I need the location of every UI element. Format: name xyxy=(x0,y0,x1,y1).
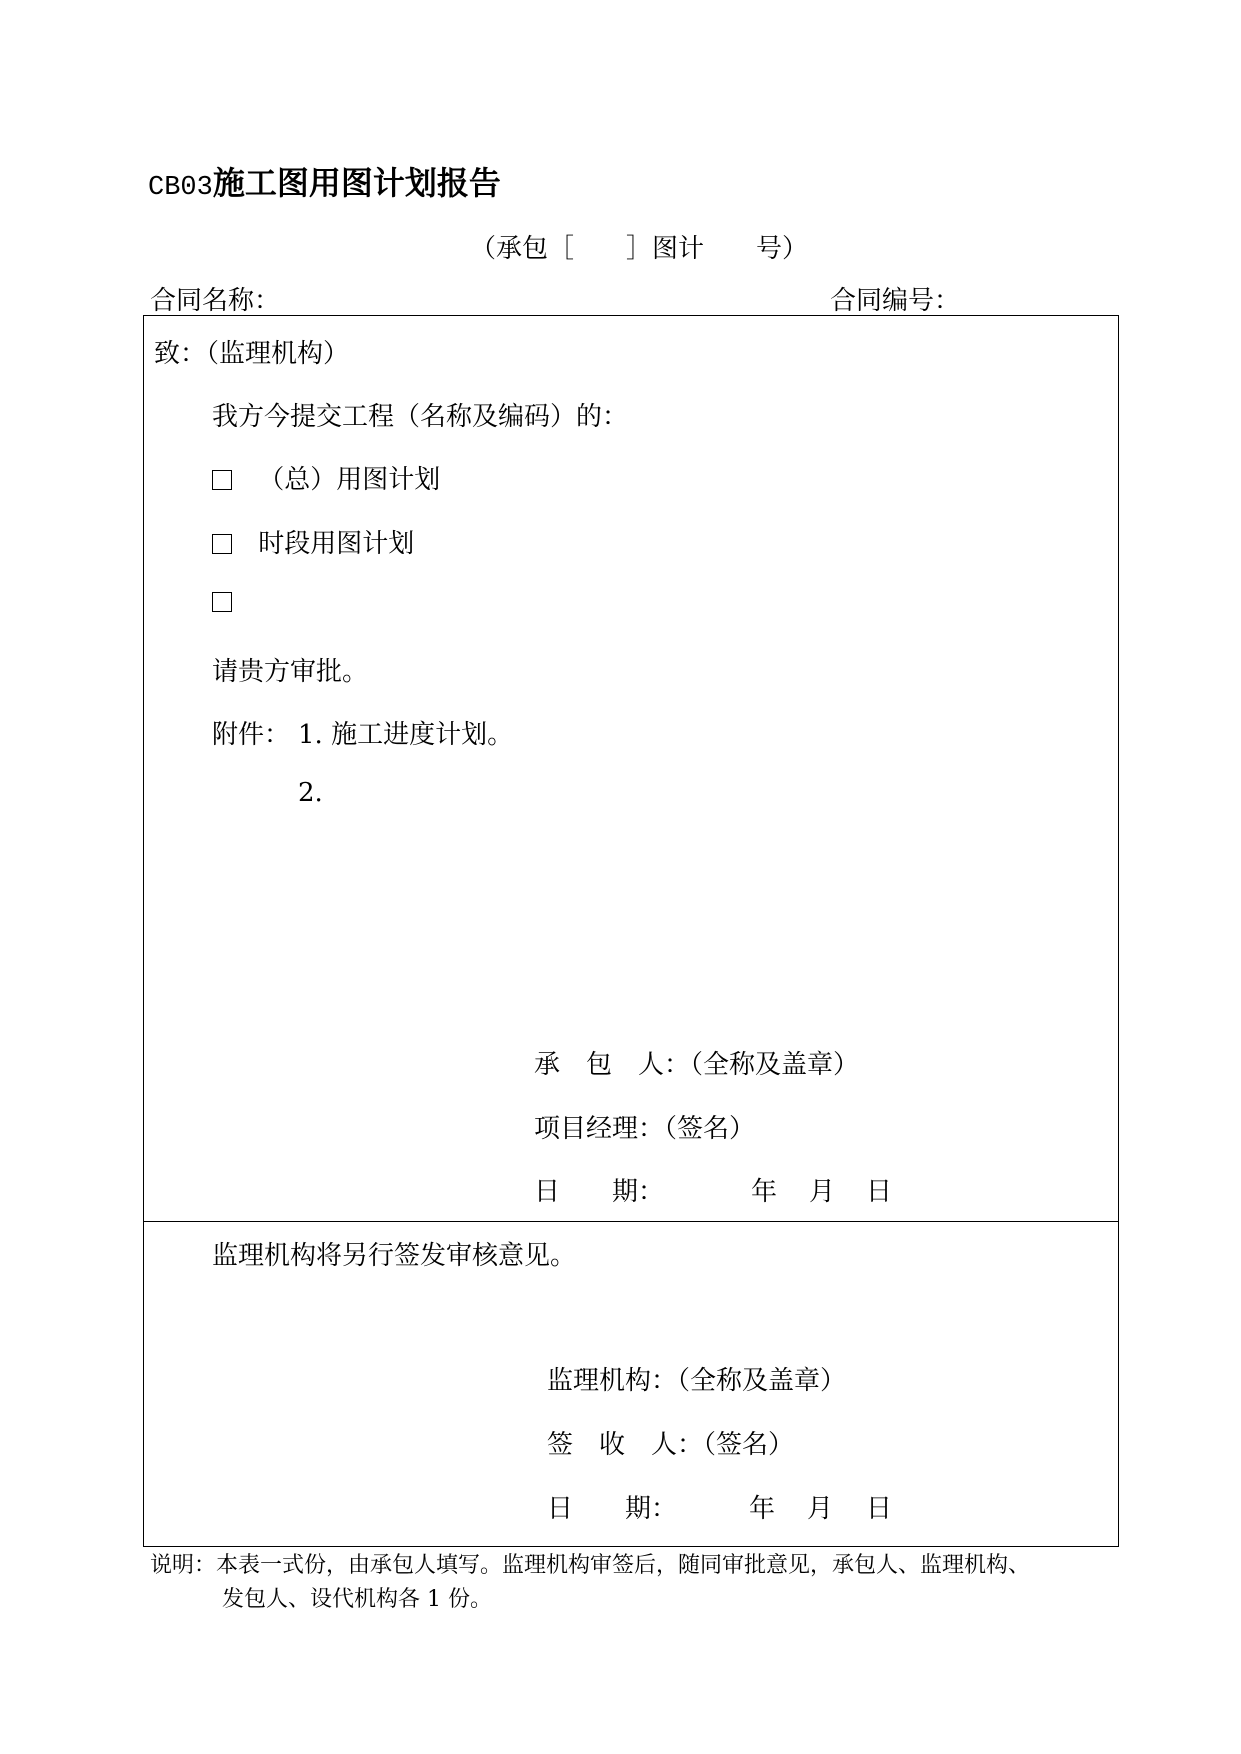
option-label: 时段用图计划 xyxy=(258,529,415,559)
agency-signature: 监理机构：（全称及盖章） xyxy=(547,1366,847,1396)
date-month: 月 xyxy=(809,1177,836,1207)
checkbox[interactable] xyxy=(212,592,232,612)
date-year: 年 xyxy=(751,1177,778,1207)
form-code: CB03 xyxy=(148,173,213,203)
contractor-signature: 承 包 人：（全称及盖章） xyxy=(534,1050,860,1080)
checkbox[interactable] xyxy=(212,470,232,490)
submission-section xyxy=(144,316,1118,1222)
date-day: 日 xyxy=(866,1494,893,1524)
footnote-line-1: 说明：本表一式份，由承包人填写。监理机构审签后，随同审批意见，承包人、监理机构、 xyxy=(150,1553,1031,1578)
date-year: 年 xyxy=(749,1494,776,1524)
intro-text: 我方今提交工程（名称及编码）的： xyxy=(212,402,629,432)
date-label: 日 期： xyxy=(534,1177,665,1207)
option-period-plan xyxy=(212,523,414,560)
review-statement: 监理机构将另行签发审核意见。 xyxy=(212,1241,577,1271)
date-month: 月 xyxy=(807,1494,834,1524)
review-section xyxy=(144,1222,1118,1546)
date-label: 日 期： xyxy=(547,1494,678,1524)
attachment-1: 1. 施工进度计划。 xyxy=(298,720,514,750)
option-other xyxy=(212,587,250,617)
receiver-signature: 签 收 人：（签名） xyxy=(547,1430,795,1460)
form-name: 施工图用图计划报告 xyxy=(212,164,501,202)
contract-name-label: 合同名称： xyxy=(150,286,281,316)
date-day: 日 xyxy=(866,1177,893,1207)
manager-signature: 项目经理：（签名） xyxy=(534,1114,756,1144)
attachments-label: 附件： xyxy=(212,720,291,750)
checkbox[interactable] xyxy=(212,534,232,554)
form-title xyxy=(148,158,501,204)
addressee: 致：（监理机构） xyxy=(154,339,350,369)
form-table xyxy=(143,315,1119,1547)
form-number-line: （承包［ ］图计 号） xyxy=(470,234,809,264)
attachment-2: 2. xyxy=(298,778,323,808)
contract-no-label: 合同编号： xyxy=(830,286,961,316)
footnote-line-2: 发包人、设代机构各 1 份。 xyxy=(222,1587,492,1612)
option-label: （总）用图计划 xyxy=(258,465,441,495)
request-text: 请贵方审批。 xyxy=(212,657,369,687)
option-overall-plan xyxy=(212,459,440,496)
